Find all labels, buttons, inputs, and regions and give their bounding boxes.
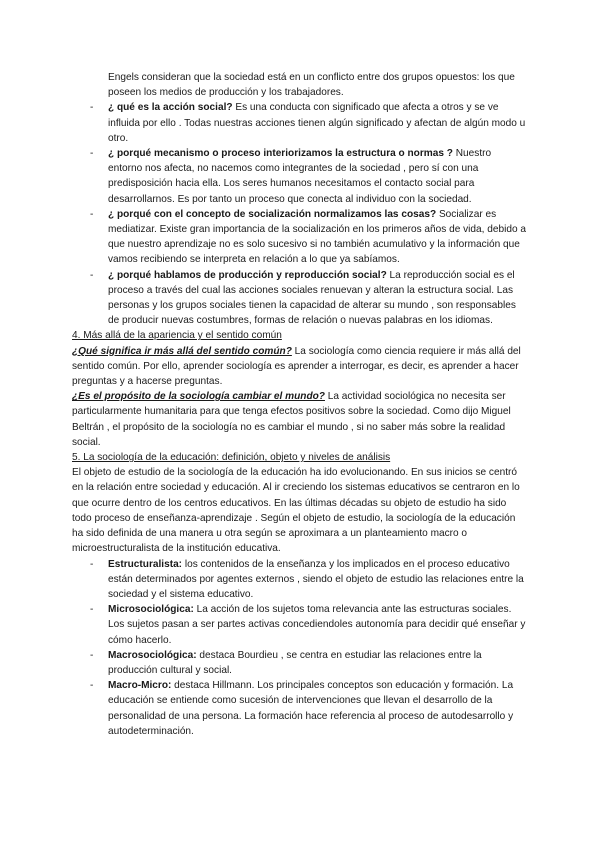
intro-continuation: Engels consideran que la sociedad está en un conflicto entre dos grupos opuestos: los que poseen los medios de producción y los trabajadores. — [108, 72, 515, 99]
section-5-item-3 — [72, 648, 528, 678]
item-text: los contenidos de la enseñanza y los implicados en el proceso educativo están determinados por agentes externos , siendo el objeto de estudio las relaciones entre la sociedad y el sistema educativo. — [108, 558, 524, 600]
question-text: La reproducción social es el proceso a través del cual las acciones sociales renuevan y alteran la estructura social. Las personas y los grupos sociales tienen la capacidad de alterar su mundo , son responsables de producir nuevas costumbres, formas de relación o nuevas palabras en los idiomas. — [108, 269, 516, 327]
section-5-item-1 — [72, 557, 528, 603]
bullet-dash: - — [90, 604, 94, 616]
document-content — [72, 70, 528, 739]
question-list — [72, 100, 528, 328]
question-text: Socializar es mediatizar. Existe gran importancia de la socialización en los primeros años de vida, debido a que nuestro aprendizaje no es solo sucesivo si no también acumulativo y la información que vamos recibiendo se interpreta en relación a lo que ya sabíamos. — [108, 208, 526, 266]
item-term: Estructuralista: — [108, 558, 183, 570]
bullet-dash: - — [90, 558, 94, 570]
section-5-paragraph: El objeto de estudio de la sociología de la educación ha ido evolucionando. En sus inicios se centró en la relación entre sociedad y educación. Al ir creciendo los sistemas educativos se centraron en lo que ocurre dentro de los centros educativos. En las últimas décadas su objeto de estudio ha sido todo proceso de enseñanza-aprendizaje . Según el objeto de estudio, la sociología de la educación ha sido definida de una manera u otra según se aproximara a un planteamiento macro o microestructuralista de la institución educativa. — [72, 467, 520, 555]
section-4-qa-2 — [72, 389, 528, 450]
item-text: destaca Bourdieu , se centra en estudiar las relaciones entre la producción cultural y social. — [108, 649, 482, 676]
question-text: Nuestro entorno nos afecta, no nacemos como integrantes de la sociedad , pero sí con una predisposición hacia ella. Los seres humanos necesitamos el contacto social para desarrollarnos. Es por tanto un proceso que conecta al individuo con la sociedad. — [108, 148, 492, 205]
question-item-2 — [72, 146, 528, 207]
question-text: Es una conducta con significado que afecta a otros y se ve influida por ello . Todas nuestras acciones tienen algún significado y afectan de algún modo u otro. — [108, 102, 526, 144]
bullet-dash: - — [90, 269, 94, 281]
question-title: ¿ porqué con el concepto de socialización normalizamos las cosas? — [108, 208, 437, 220]
section-4-question-2: ¿Es el propósito de la sociología cambiar el mundo? — [72, 391, 325, 403]
bullet-dash: - — [90, 148, 94, 160]
bullet-dash: - — [90, 649, 94, 661]
item-term: Macrosociológica: — [108, 649, 197, 661]
item-text: La acción de los sujetos toma relevancia ante las estructuras sociales. Los sujetos pasan a ser partes activas concediendoles autonomía para decidir qué enseñar y cómo hacerlo. — [108, 604, 526, 646]
section-4-qa-1 — [72, 344, 528, 390]
question-title: ¿ porqué mecanismo o proceso interiorizamos la estructura o normas ? — [108, 148, 453, 160]
section-5-item-2 — [72, 602, 528, 648]
bullet-dash: - — [90, 102, 94, 114]
question-item-1 — [72, 100, 528, 146]
bullet-dash: - — [90, 208, 94, 220]
section-5-heading: 5. La sociología de la educación: definición, objeto y niveles de análisis — [72, 452, 391, 464]
section-4-answer-1: La sociología como ciencia requiere ir más allá del sentido común. Por ello, aprender sociología es aprender a interrogar, es decir, es aprender a hacer preguntas y a hacerse preguntas. — [72, 345, 521, 388]
item-term: Microsociológica: — [108, 604, 194, 616]
item-term: Macro-Micro: — [108, 680, 172, 692]
question-title: ¿ porqué hablamos de producción y reproducción social? — [108, 269, 387, 281]
question-title: ¿ qué es la acción social? — [108, 102, 233, 114]
section-4-heading: 4. Más allá de la apariencia y el sentido común — [72, 330, 282, 342]
section-5-list — [72, 557, 528, 739]
section-5-item-4 — [72, 678, 528, 739]
bullet-dash: - — [90, 680, 94, 692]
item-text: destaca Hillmann. Los principales conceptos son educación y formación. La educación se entiende como sucesión de intervenciones que llevan el desarrollo de la personalidad de una persona. La formación hace referencia al proceso de autodesarrollo y autodeterminación. — [108, 680, 514, 737]
question-item-3 — [72, 207, 528, 268]
section-4-answer-2: La actividad sociológica no necesita ser particularmente humanitaria para que tenga efectos positivos sobre la sociedad. Como dijo Miguel Beltrán , el propósito de la sociología no es cambiar el mundo , si no saber más sobre la realidad social. — [72, 391, 511, 448]
question-item-4 — [72, 268, 528, 329]
section-4-question-1: ¿Qué significa ir más allá del sentido común? — [72, 345, 292, 357]
